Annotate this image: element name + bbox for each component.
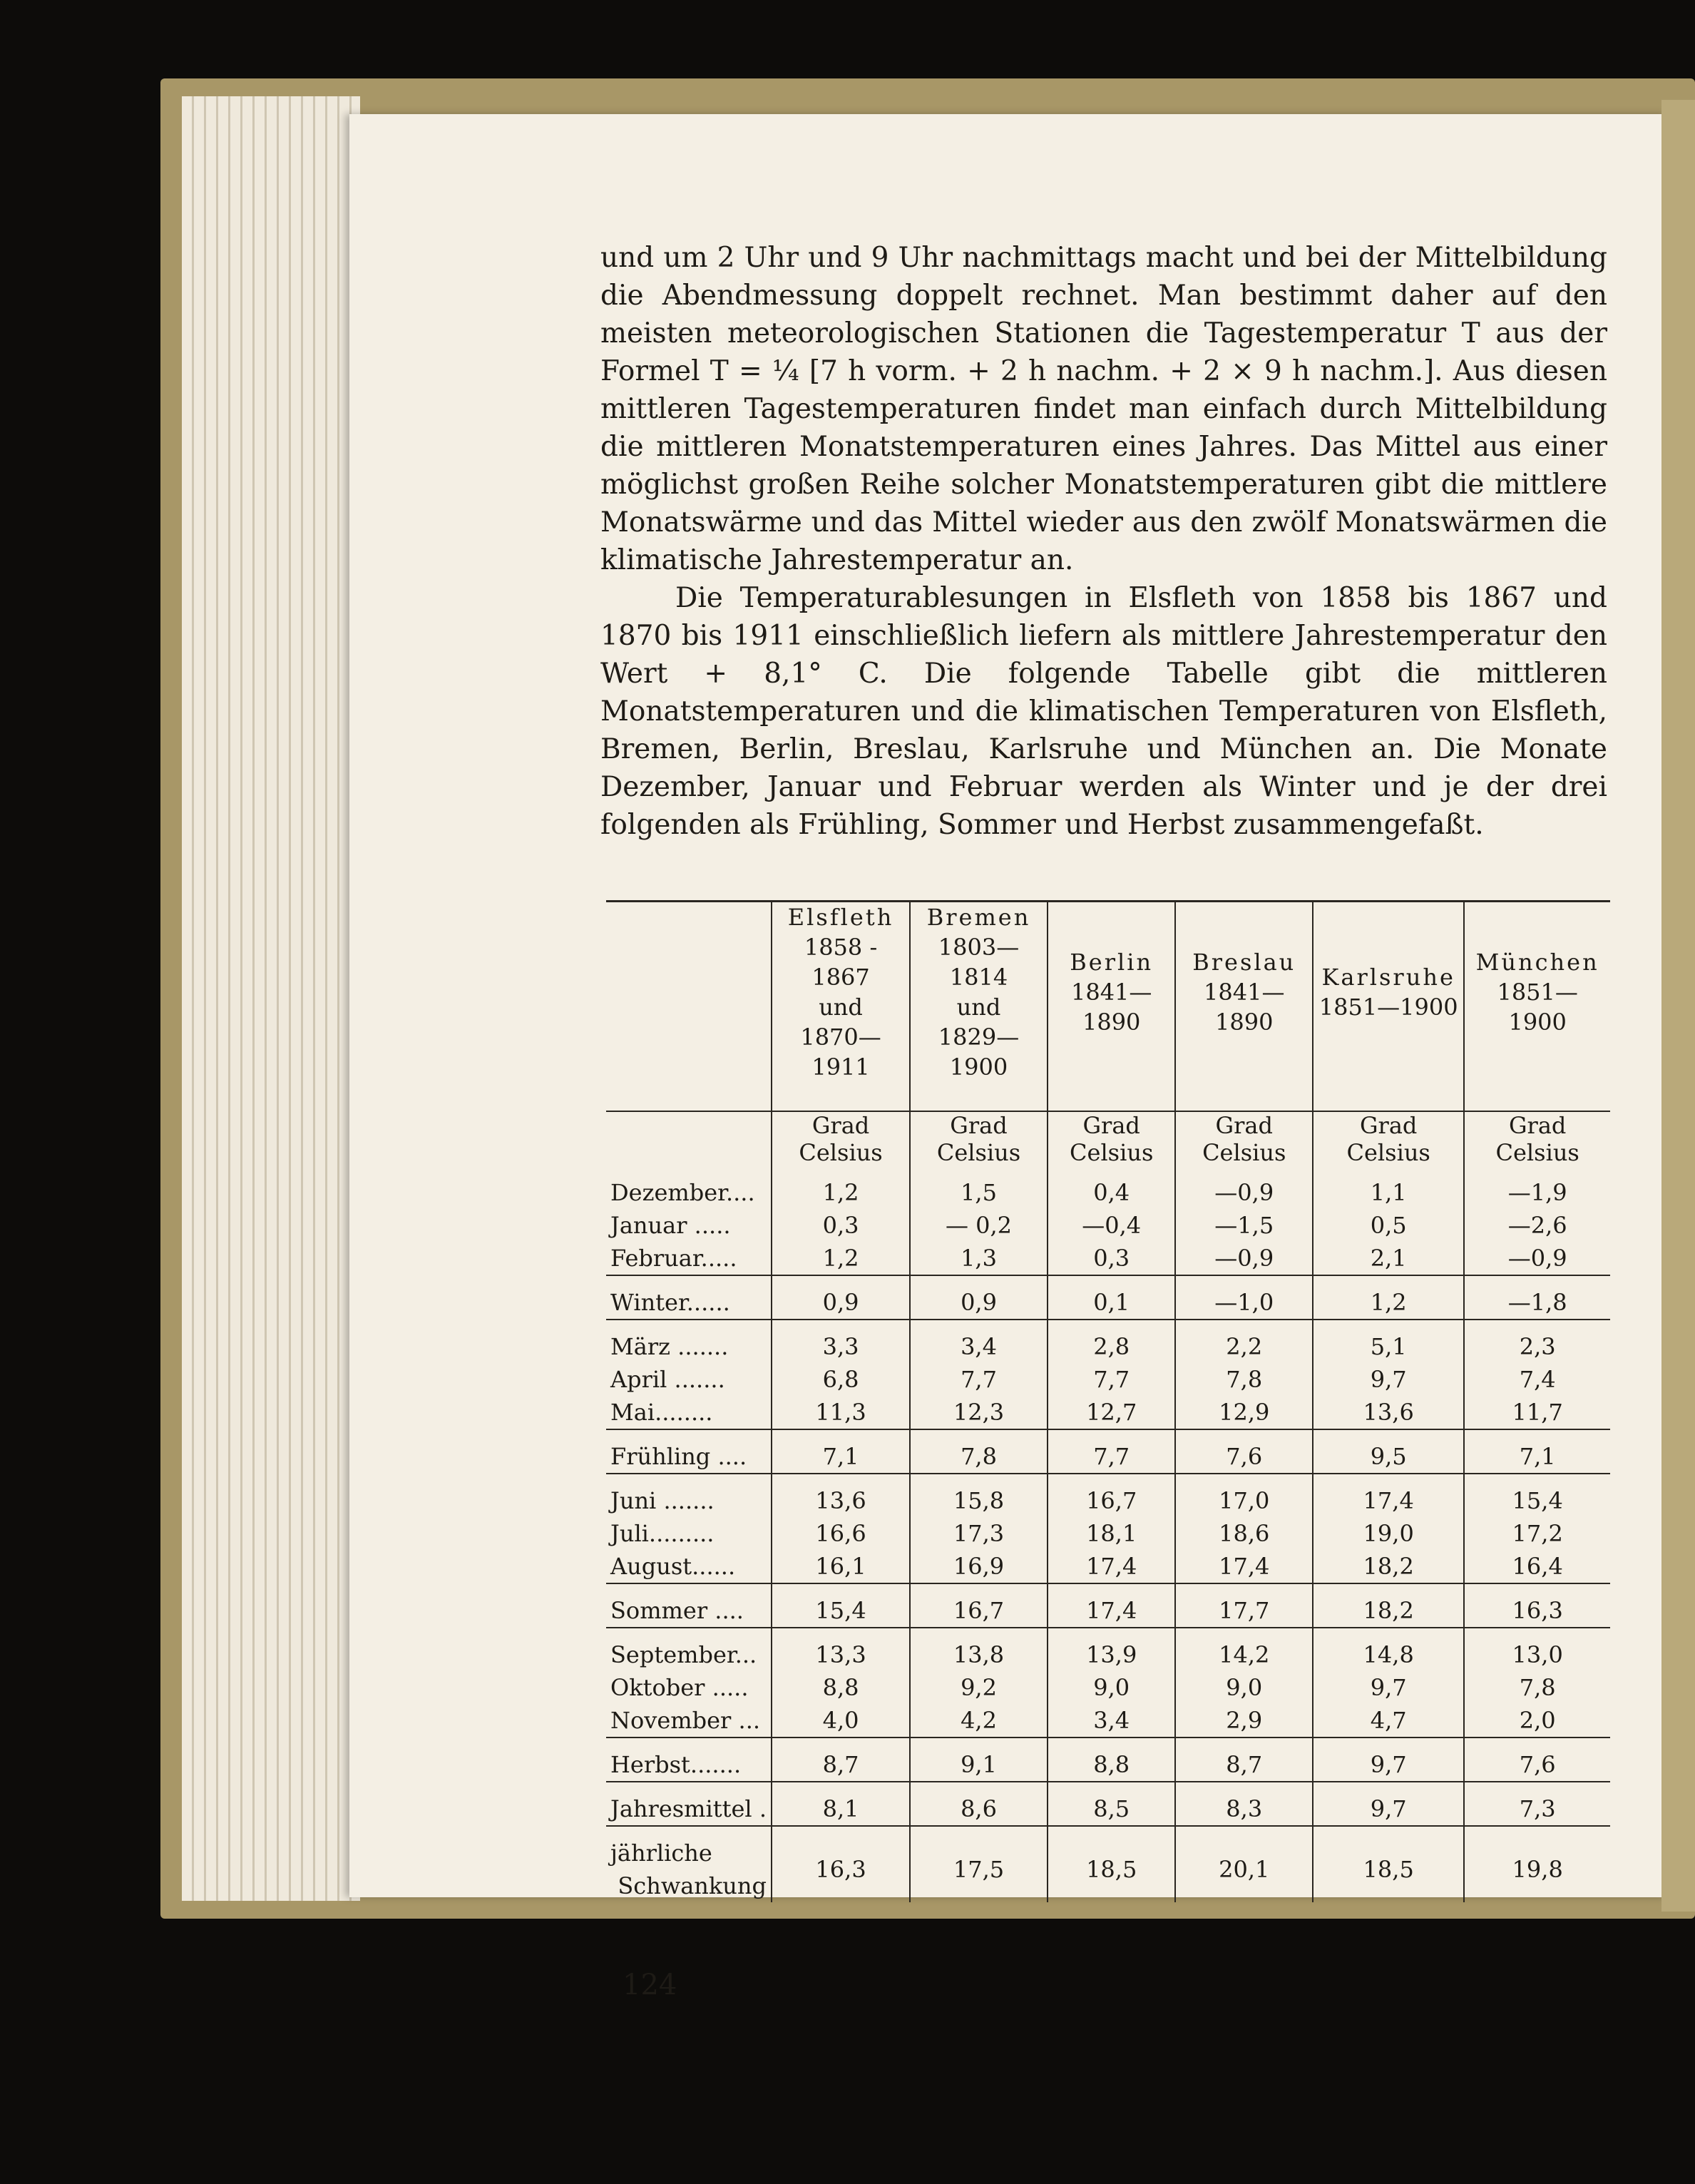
table-cell: 18,1 — [1048, 1517, 1176, 1550]
station-name: München — [1475, 949, 1599, 976]
unit-cell: Grad Celsius — [1313, 1111, 1464, 1166]
table-cell: 1,5 — [910, 1166, 1048, 1209]
table-cell: 4,2 — [910, 1704, 1048, 1737]
table-cell: 1,2 — [772, 1166, 910, 1209]
table-cell: —0,9 — [1464, 1242, 1610, 1275]
table-row — [606, 1429, 1610, 1474]
station-header — [1464, 902, 1610, 1083]
table-row — [606, 1396, 1610, 1429]
table-cell: 18,2 — [1313, 1583, 1464, 1628]
table-cell: 0,9 — [910, 1275, 1048, 1320]
station-name: Berlin — [1070, 949, 1154, 976]
row-label: November ... — [610, 1707, 761, 1734]
table-row — [606, 1583, 1610, 1628]
table-cell: 7,6 — [1464, 1737, 1610, 1782]
station-name: Karlsruhe — [1321, 964, 1455, 991]
row-label: Oktober ..... — [610, 1674, 749, 1701]
table-cell: 7,8 — [910, 1429, 1048, 1474]
row-label: Februar..... — [610, 1245, 737, 1272]
unit-row — [606, 1111, 1610, 1166]
body-text — [600, 239, 1607, 844]
table-row — [606, 1737, 1610, 1782]
table-row — [606, 1704, 1610, 1737]
station-header — [1313, 902, 1464, 1083]
table-cell: 9,7 — [1313, 1737, 1464, 1782]
table-cell: —1,5 — [1175, 1209, 1313, 1242]
row-label: Juni ....... — [606, 1474, 772, 1517]
row-label: jährliche Schwankung — [606, 1826, 772, 1902]
table-row — [606, 1628, 1610, 1671]
table-cell: —0,9 — [1175, 1166, 1313, 1209]
station-period: und — [819, 994, 863, 1021]
table-cell: 18,5 — [1313, 1826, 1464, 1902]
table-cell: 8,8 — [772, 1671, 910, 1704]
table-cell: —1,8 — [1464, 1275, 1610, 1320]
unit-cell: Grad Celsius — [1048, 1111, 1176, 1166]
row-label: Januar ..... — [610, 1212, 731, 1239]
table-cell: 8,6 — [910, 1782, 1048, 1826]
table-cell: 1,2 — [772, 1242, 910, 1275]
table-cell: 7,8 — [1464, 1671, 1610, 1704]
table-cell: —1,9 — [1464, 1166, 1610, 1209]
table-row — [606, 1782, 1610, 1826]
table-cell: 17,3 — [910, 1517, 1048, 1550]
table-cell: 15,4 — [772, 1583, 910, 1628]
table-row — [606, 1242, 1610, 1275]
table-cell: 9,1 — [910, 1737, 1048, 1782]
table-cell: 15,8 — [910, 1474, 1048, 1517]
row-label: Jahresmittel . — [606, 1782, 772, 1826]
table-cell: 4,7 — [1313, 1704, 1464, 1737]
table-cell: 1,1 — [1313, 1166, 1464, 1209]
row-label: August...... — [610, 1553, 736, 1580]
table-cell: 1,3 — [910, 1242, 1048, 1275]
row-label: Herbst....... — [606, 1737, 772, 1782]
unit-cell: Grad Celsius — [910, 1111, 1048, 1166]
table-cell: 4,0 — [772, 1704, 910, 1737]
table-body — [606, 1111, 1610, 1902]
table-cell: 13,3 — [772, 1628, 910, 1671]
row-label: Juli......... — [610, 1520, 715, 1547]
table-row — [606, 1474, 1610, 1517]
table-cell: 9,0 — [1175, 1671, 1313, 1704]
unit-cell: Grad Celsius — [1464, 1111, 1610, 1166]
book-gutter — [1661, 100, 1695, 1912]
table-cell: 7,3 — [1464, 1782, 1610, 1826]
table-cell: 7,7 — [910, 1363, 1048, 1396]
table-cell: — 0,2 — [910, 1209, 1048, 1242]
temperature-table — [606, 900, 1610, 1902]
table-cell: 18,6 — [1175, 1517, 1313, 1550]
table-cell: 16,1 — [772, 1550, 910, 1583]
table-row — [606, 1826, 1610, 1902]
table-row — [606, 1671, 1610, 1704]
table-cell: 16,7 — [910, 1583, 1048, 1628]
table-cell: 7,7 — [1048, 1363, 1176, 1396]
row-label: Dezember.... — [610, 1179, 755, 1206]
table-cell: 17,4 — [1175, 1550, 1313, 1583]
table-cell: —0,4 — [1048, 1209, 1176, 1242]
table-cell: 9,5 — [1313, 1429, 1464, 1474]
table-cell: —2,6 — [1464, 1209, 1610, 1242]
table-cell: 14,8 — [1313, 1628, 1464, 1671]
table-row — [606, 1550, 1610, 1583]
table-cell: 12,7 — [1048, 1396, 1176, 1429]
station-period: 1851—1900 — [1497, 979, 1578, 1036]
header-spacer-row — [606, 1082, 1610, 1111]
table-cell: 0,5 — [1313, 1209, 1464, 1242]
row-label: Winter...... — [606, 1275, 772, 1320]
table-cell: 7,8 — [1175, 1363, 1313, 1396]
table-cell: 19,0 — [1313, 1517, 1464, 1550]
table-cell: 12,3 — [910, 1396, 1048, 1429]
table-cell: 16,4 — [1464, 1550, 1610, 1583]
table-cell: 19,8 — [1464, 1826, 1610, 1902]
table-cell: 5,1 — [1313, 1320, 1464, 1363]
table-cell: 8,7 — [1175, 1737, 1313, 1782]
station-name: Breslau — [1192, 949, 1296, 976]
station-header — [1175, 902, 1313, 1083]
table-cell: 9,7 — [1313, 1363, 1464, 1396]
row-label: September... — [606, 1628, 772, 1671]
row-label: Sommer .... — [606, 1583, 772, 1628]
table-cell: 0,4 — [1048, 1166, 1176, 1209]
table-cell: 2,0 — [1464, 1704, 1610, 1737]
table-cell: 11,7 — [1464, 1396, 1610, 1429]
table-cell: 17,4 — [1048, 1550, 1176, 1583]
table-cell: —0,9 — [1175, 1242, 1313, 1275]
table-row — [606, 1363, 1610, 1396]
page-number: 124 — [623, 1969, 677, 2001]
station-period: 1841—1890 — [1204, 979, 1285, 1036]
table-row — [606, 1209, 1610, 1242]
table-cell: 8,5 — [1048, 1782, 1176, 1826]
station-period: 1841—1890 — [1070, 979, 1152, 1036]
table-cell: 9,2 — [910, 1671, 1048, 1704]
table-cell: 3,3 — [772, 1320, 910, 1363]
table-cell: 13,6 — [1313, 1396, 1464, 1429]
table-cell: 7,7 — [1048, 1429, 1176, 1474]
table-cell: 8,8 — [1048, 1737, 1176, 1782]
table-cell: 6,8 — [772, 1363, 910, 1396]
paragraph-1: und um 2 Uhr und 9 Uhr nachmittags macht und bei der Mittelbildung die Abendmessung doppelt rechnet. Man bestimmt daher auf den meisten meteorologischen Stationen die Tagestemperatur T aus der Formel T = ¼ [7 h vorm. + 2 h nachm. + 2 × 9 h nachm.]. Aus diesen mittleren Tagestemperaturen findet man einfach durch Mittelbildung die mittleren Monatstemperaturen eines Jahres. Das Mittel aus einer möglichst großen Reihe solcher Monatstemperaturen gibt die mittlere Monatswärme und das Mittel wieder aus den zwölf Monatswärmen die klimatische Jahrestemperatur an. — [600, 242, 1607, 576]
table-row — [606, 1320, 1610, 1363]
table-cell: 16,3 — [772, 1826, 910, 1902]
table-cell: 2,9 — [1175, 1704, 1313, 1737]
table-cell: 9,7 — [1313, 1782, 1464, 1826]
table-cell: 13,6 — [772, 1474, 910, 1517]
table-cell: 17,4 — [1048, 1583, 1176, 1628]
table-cell: 0,3 — [1048, 1242, 1176, 1275]
table-cell: 20,1 — [1175, 1826, 1313, 1902]
page-edges — [182, 96, 360, 1901]
station-header — [772, 902, 910, 1083]
table-cell: 3,4 — [1048, 1704, 1176, 1737]
header-blank-cell — [606, 902, 772, 1083]
row-label: Mai........ — [610, 1399, 713, 1426]
row-label: April ....... — [610, 1366, 725, 1393]
table-cell: 7,1 — [772, 1429, 910, 1474]
row-label: Frühling .... — [606, 1429, 772, 1474]
station-header — [1048, 902, 1176, 1083]
station-period: und — [956, 994, 1001, 1021]
table-cell: 8,3 — [1175, 1782, 1313, 1826]
paragraph-2: Die Temperaturablesungen in Elsfleth von 1858 bis 1867 und 1870 bis 1911 einschließlich liefern als mittlere Jahrestemperatur den Wert + 8,1° C. Die folgende Tabelle gibt die mittleren Monatstemperaturen und die klimatischen Temperaturen von Elsfleth, Bremen, Berlin, Breslau, Karlsruhe und München an. Die Monate Dezember, Januar und Februar werden als Winter und je der drei folgenden als Frühling, Sommer und Herbst zusammengefaßt. — [600, 582, 1607, 841]
station-header — [910, 902, 1048, 1083]
table-header-row — [606, 902, 1610, 1083]
table-row — [606, 1166, 1610, 1209]
table-cell: 8,1 — [772, 1782, 910, 1826]
table-cell: 0,9 — [772, 1275, 910, 1320]
station-period: 1870—1911 — [800, 1024, 881, 1081]
station-name: Bremen — [926, 904, 1031, 931]
table-cell: 11,3 — [772, 1396, 910, 1429]
table-cell: 12,9 — [1175, 1396, 1313, 1429]
table-cell: 13,8 — [910, 1628, 1048, 1671]
table-cell: 8,7 — [772, 1737, 910, 1782]
table-cell: —1,0 — [1175, 1275, 1313, 1320]
station-period: 1829—1900 — [938, 1024, 1020, 1081]
table-cell: 16,7 — [1048, 1474, 1176, 1517]
table-cell: 17,7 — [1175, 1583, 1313, 1628]
table-cell: 17,5 — [910, 1826, 1048, 1902]
table-cell: 0,3 — [772, 1209, 910, 1242]
station-period: 1803—1814 — [938, 934, 1020, 991]
table-cell: 7,6 — [1175, 1429, 1313, 1474]
table-cell: 9,7 — [1313, 1671, 1464, 1704]
station-name: Elsfleth — [787, 904, 894, 931]
table-cell: 17,4 — [1313, 1474, 1464, 1517]
table-cell: 3,4 — [910, 1320, 1048, 1363]
table-cell: 18,5 — [1048, 1826, 1176, 1902]
unit-cell: Grad Celsius — [772, 1111, 910, 1166]
table-row — [606, 1517, 1610, 1550]
table-cell: 16,9 — [910, 1550, 1048, 1583]
station-period: 1858 - 1867 — [804, 934, 878, 991]
table-cell: 1,2 — [1313, 1275, 1464, 1320]
table-cell: 7,4 — [1464, 1363, 1610, 1396]
unit-cell: Grad Celsius — [1175, 1111, 1313, 1166]
table-cell: 16,3 — [1464, 1583, 1610, 1628]
station-period: 1851—1900 — [1318, 994, 1458, 1021]
table-cell: 17,2 — [1464, 1517, 1610, 1550]
table-cell: 18,2 — [1313, 1550, 1464, 1583]
table-cell: 0,1 — [1048, 1275, 1176, 1320]
table-cell: 7,1 — [1464, 1429, 1610, 1474]
table-cell: 13,9 — [1048, 1628, 1176, 1671]
table-cell: 13,0 — [1464, 1628, 1610, 1671]
table-cell: 14,2 — [1175, 1628, 1313, 1671]
table-cell: 15,4 — [1464, 1474, 1610, 1517]
table-row — [606, 1275, 1610, 1320]
table-cell: 9,0 — [1048, 1671, 1176, 1704]
row-label: März ....... — [606, 1320, 772, 1363]
table-cell: 16,6 — [772, 1517, 910, 1550]
table-cell: 17,0 — [1175, 1474, 1313, 1517]
table-cell: 2,8 — [1048, 1320, 1176, 1363]
table-cell: 2,1 — [1313, 1242, 1464, 1275]
table-cell: 2,3 — [1464, 1320, 1610, 1363]
table-cell: 2,2 — [1175, 1320, 1313, 1363]
